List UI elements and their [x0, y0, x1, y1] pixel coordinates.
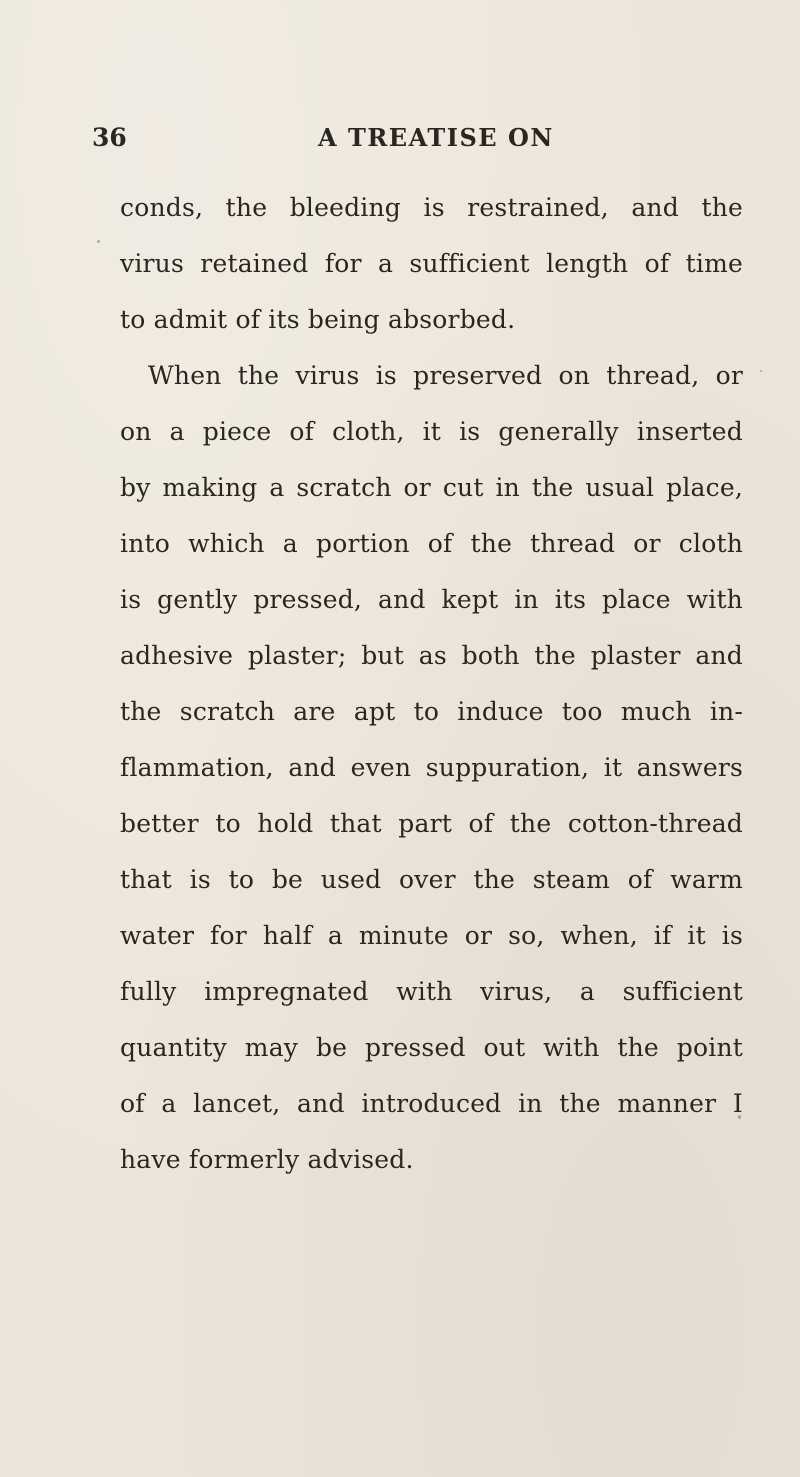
running-head — [0, 118, 800, 158]
paragraph-end-line: have formerly advised. — [120, 1145, 414, 1174]
text-line: is gently pressed, and kept in its place with — [120, 585, 743, 614]
text-line: into which a portion of the thread or cloth — [120, 529, 743, 558]
text-line: fully impregnated with virus, a sufficient — [120, 977, 743, 1006]
paragraph-start-line: When the virus is preserved on thread, or — [148, 361, 743, 390]
text-line: of a lancet, and introduced in the manner I — [120, 1089, 743, 1118]
text-line: better to hold that part of the cotton-thread — [120, 809, 743, 838]
text-line: by making a scratch or cut in the usual place, — [120, 473, 743, 502]
text-line: flammation, and even suppuration, it answers — [120, 753, 743, 782]
text-line: adhesive plaster; but as both the plaster and — [120, 641, 743, 670]
paper-speck — [97, 240, 100, 243]
text-line: that is to be used over the steam of warm — [120, 865, 743, 894]
paper-speck — [760, 370, 762, 372]
page-number: 36 — [92, 123, 127, 152]
text-line: virus retained for a sufficient length of time — [120, 249, 743, 278]
text-line: on a piece of cloth, it is generally inserted — [120, 417, 743, 446]
text-line: conds, the bleeding is restrained, and the — [120, 193, 743, 222]
body-text — [120, 180, 743, 1188]
text-line: the scratch are apt to induce too much in- — [120, 697, 743, 726]
paragraph-end-line: to admit of its being absorbed. — [120, 305, 516, 334]
running-title: A TREATISE ON — [318, 123, 554, 152]
paper-speck — [738, 1115, 741, 1119]
text-line: water for half a minute or so, when, if it is — [120, 921, 743, 950]
text-line: quantity may be pressed out with the point — [120, 1033, 743, 1062]
